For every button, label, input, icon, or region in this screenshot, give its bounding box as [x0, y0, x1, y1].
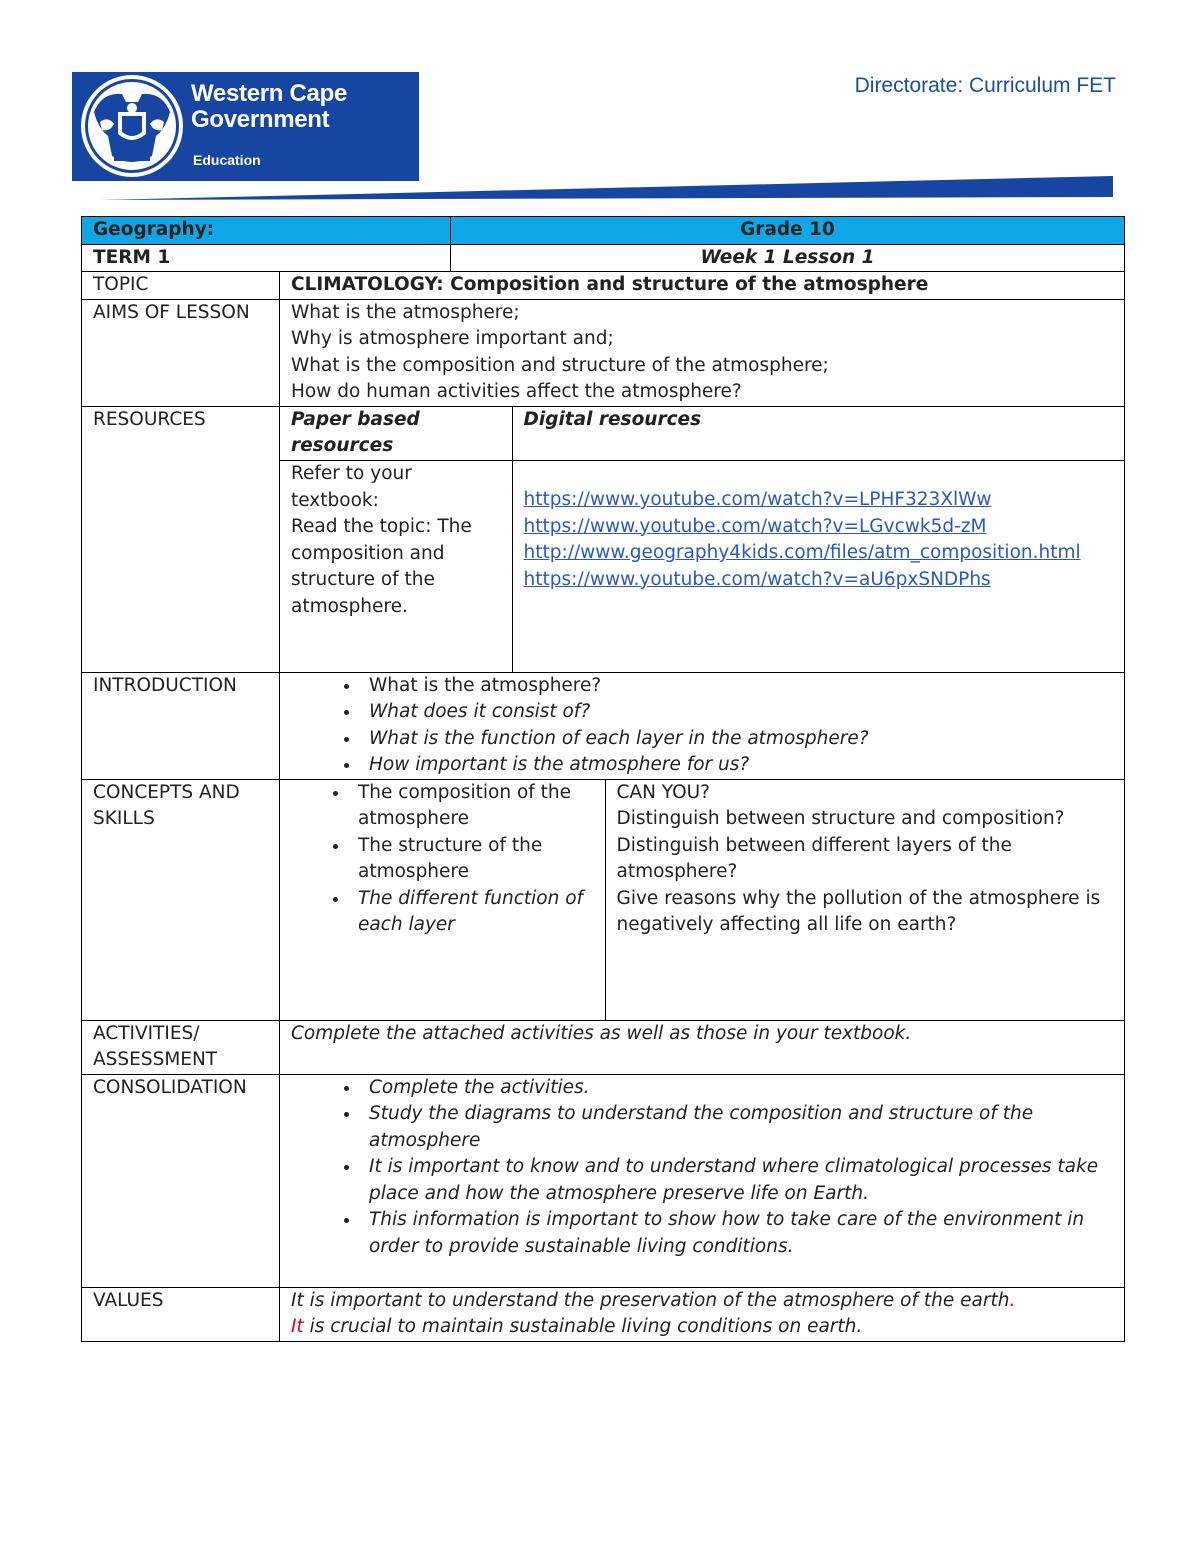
concepts-label: CONCEPTS AND SKILLS — [82, 779, 280, 1020]
resources-label: RESOURCES — [82, 406, 280, 672]
term-cell: TERM 1 — [82, 244, 451, 272]
geography4kids-link[interactable]: http://www.geography4kids.com/files/atm_composition.html — [523, 542, 1081, 563]
aims-label: AIMS OF LESSON — [82, 299, 280, 406]
consolidation-item: • This information is important to show how to take care of the environment in order to provide sustainable living conditions. — [361, 1207, 1113, 1260]
values-row — [82, 1287, 1125, 1341]
youtube-link-1[interactable]: https://www.youtube.com/watch?v=LPHF323XlWw — [523, 489, 992, 510]
concept-item: • The different function of each layer — [350, 886, 594, 939]
youtube-link-2[interactable]: https://www.youtube.com/watch?v=LGvcwk5d-zM — [523, 515, 987, 537]
topic-label: TOPIC — [82, 272, 280, 300]
introduction-value — [280, 672, 1125, 779]
values-line-1: It is important to understand the preservation of the atmosphere of the earth — [291, 1289, 1010, 1311]
values-value — [280, 1287, 1125, 1341]
subject-cell: Geography: — [82, 217, 451, 245]
concepts-value — [280, 779, 1125, 1020]
lesson-plan-table — [81, 216, 1125, 1342]
concept-item: • The structure of the atmosphere — [350, 833, 594, 886]
youtube-link-3[interactable]: https://www.youtube.com/watch?v=aU6pxSNDPhs — [523, 568, 991, 590]
consolidation-item: • Study the diagrams to understand the composition and structure of the atmosphere — [361, 1101, 1113, 1154]
week-cell: Week 1 Lesson 1 — [451, 244, 1125, 272]
aim-item: What is the atmosphere; — [291, 301, 520, 323]
activities-row — [82, 1020, 1125, 1074]
can-you-item: Give reasons why the pollution of the atmosphere is negatively affecting all life on earth? — [616, 887, 1101, 935]
introduction-item: • What is the function of each layer in the atmosphere? — [361, 726, 1113, 753]
introduction-label: INTRODUCTION — [82, 672, 280, 779]
can-you-cell — [605, 780, 1124, 1020]
grade-cell: Grade 10 — [451, 217, 1125, 245]
activities-label: ACTIVITIES/ ASSESSMENT — [82, 1020, 280, 1074]
resources-row — [82, 406, 1125, 672]
values-label: VALUES — [82, 1287, 280, 1341]
digital-resources-links — [512, 461, 1124, 672]
introduction-item: • What does it consist of? — [361, 699, 1113, 726]
aim-item: Why is atmosphere important and; — [291, 328, 614, 349]
can-you-heading: CAN YOU? — [616, 781, 711, 803]
paper-resources-heading: Paper based resources — [280, 407, 512, 461]
logo-line-2: Government — [191, 106, 330, 133]
header-swoosh — [0, 170, 1200, 200]
aim-item: What is the composition and structure of the atmosphere; — [291, 354, 829, 376]
consolidation-item: • It is important to know and to understand where climatological processes take place and how the atmosphere preserve life on Earth. — [361, 1154, 1113, 1207]
directorate-title: Directorate: Curriculum FET — [854, 74, 1116, 97]
consolidation-row — [82, 1074, 1125, 1287]
concepts-inner-table — [280, 780, 1124, 1020]
aims-value — [280, 299, 1125, 406]
consolidation-item: • Complete the activities. — [361, 1075, 1113, 1102]
introduction-item: • How important is the atmosphere for us? — [361, 752, 1113, 779]
coat-of-arms-icon — [72, 72, 190, 181]
introduction-row — [82, 672, 1125, 779]
concepts-list-cell — [280, 780, 605, 1020]
resources-inner-table — [280, 407, 1124, 672]
introduction-item: • What is the atmosphere? — [361, 673, 1113, 700]
topic-value: CLIMATOLOGY: Composition and structure of the atmosphere — [280, 272, 1125, 300]
consolidation-label: CONSOLIDATION — [82, 1074, 280, 1287]
digital-resources-heading: Digital resources — [512, 407, 1124, 461]
aim-item: How do human activities affect the atmosphere? — [291, 381, 742, 402]
topic-row — [82, 272, 1125, 300]
aims-row — [82, 299, 1125, 406]
resources-value — [280, 406, 1125, 672]
concepts-row — [82, 779, 1125, 1020]
values-red-dot: . — [1009, 1289, 1016, 1311]
term-row — [82, 244, 1125, 272]
values-red-it: It — [291, 1316, 304, 1337]
consolidation-value — [280, 1074, 1125, 1287]
values-line-2: is crucial to maintain sustainable living conditions on earth. — [303, 1316, 863, 1337]
can-you-item: Distinguish between structure and composition? — [616, 808, 1065, 829]
can-you-item: Distinguish between different layers of the atmosphere? — [616, 834, 1012, 882]
paper-resources-text: Refer to your textbook: Read the topic: The composition and structure of the atmosphere. — [280, 461, 512, 672]
wcg-logo — [72, 72, 419, 181]
logo-line-3: Education — [193, 152, 261, 168]
activities-value: Complete the attached activities as well as those in your textbook. — [280, 1020, 1125, 1074]
logo-line-1: Western Cape — [191, 80, 348, 107]
subject-row — [82, 217, 1125, 245]
concept-item: • The composition of the atmosphere — [350, 780, 594, 833]
